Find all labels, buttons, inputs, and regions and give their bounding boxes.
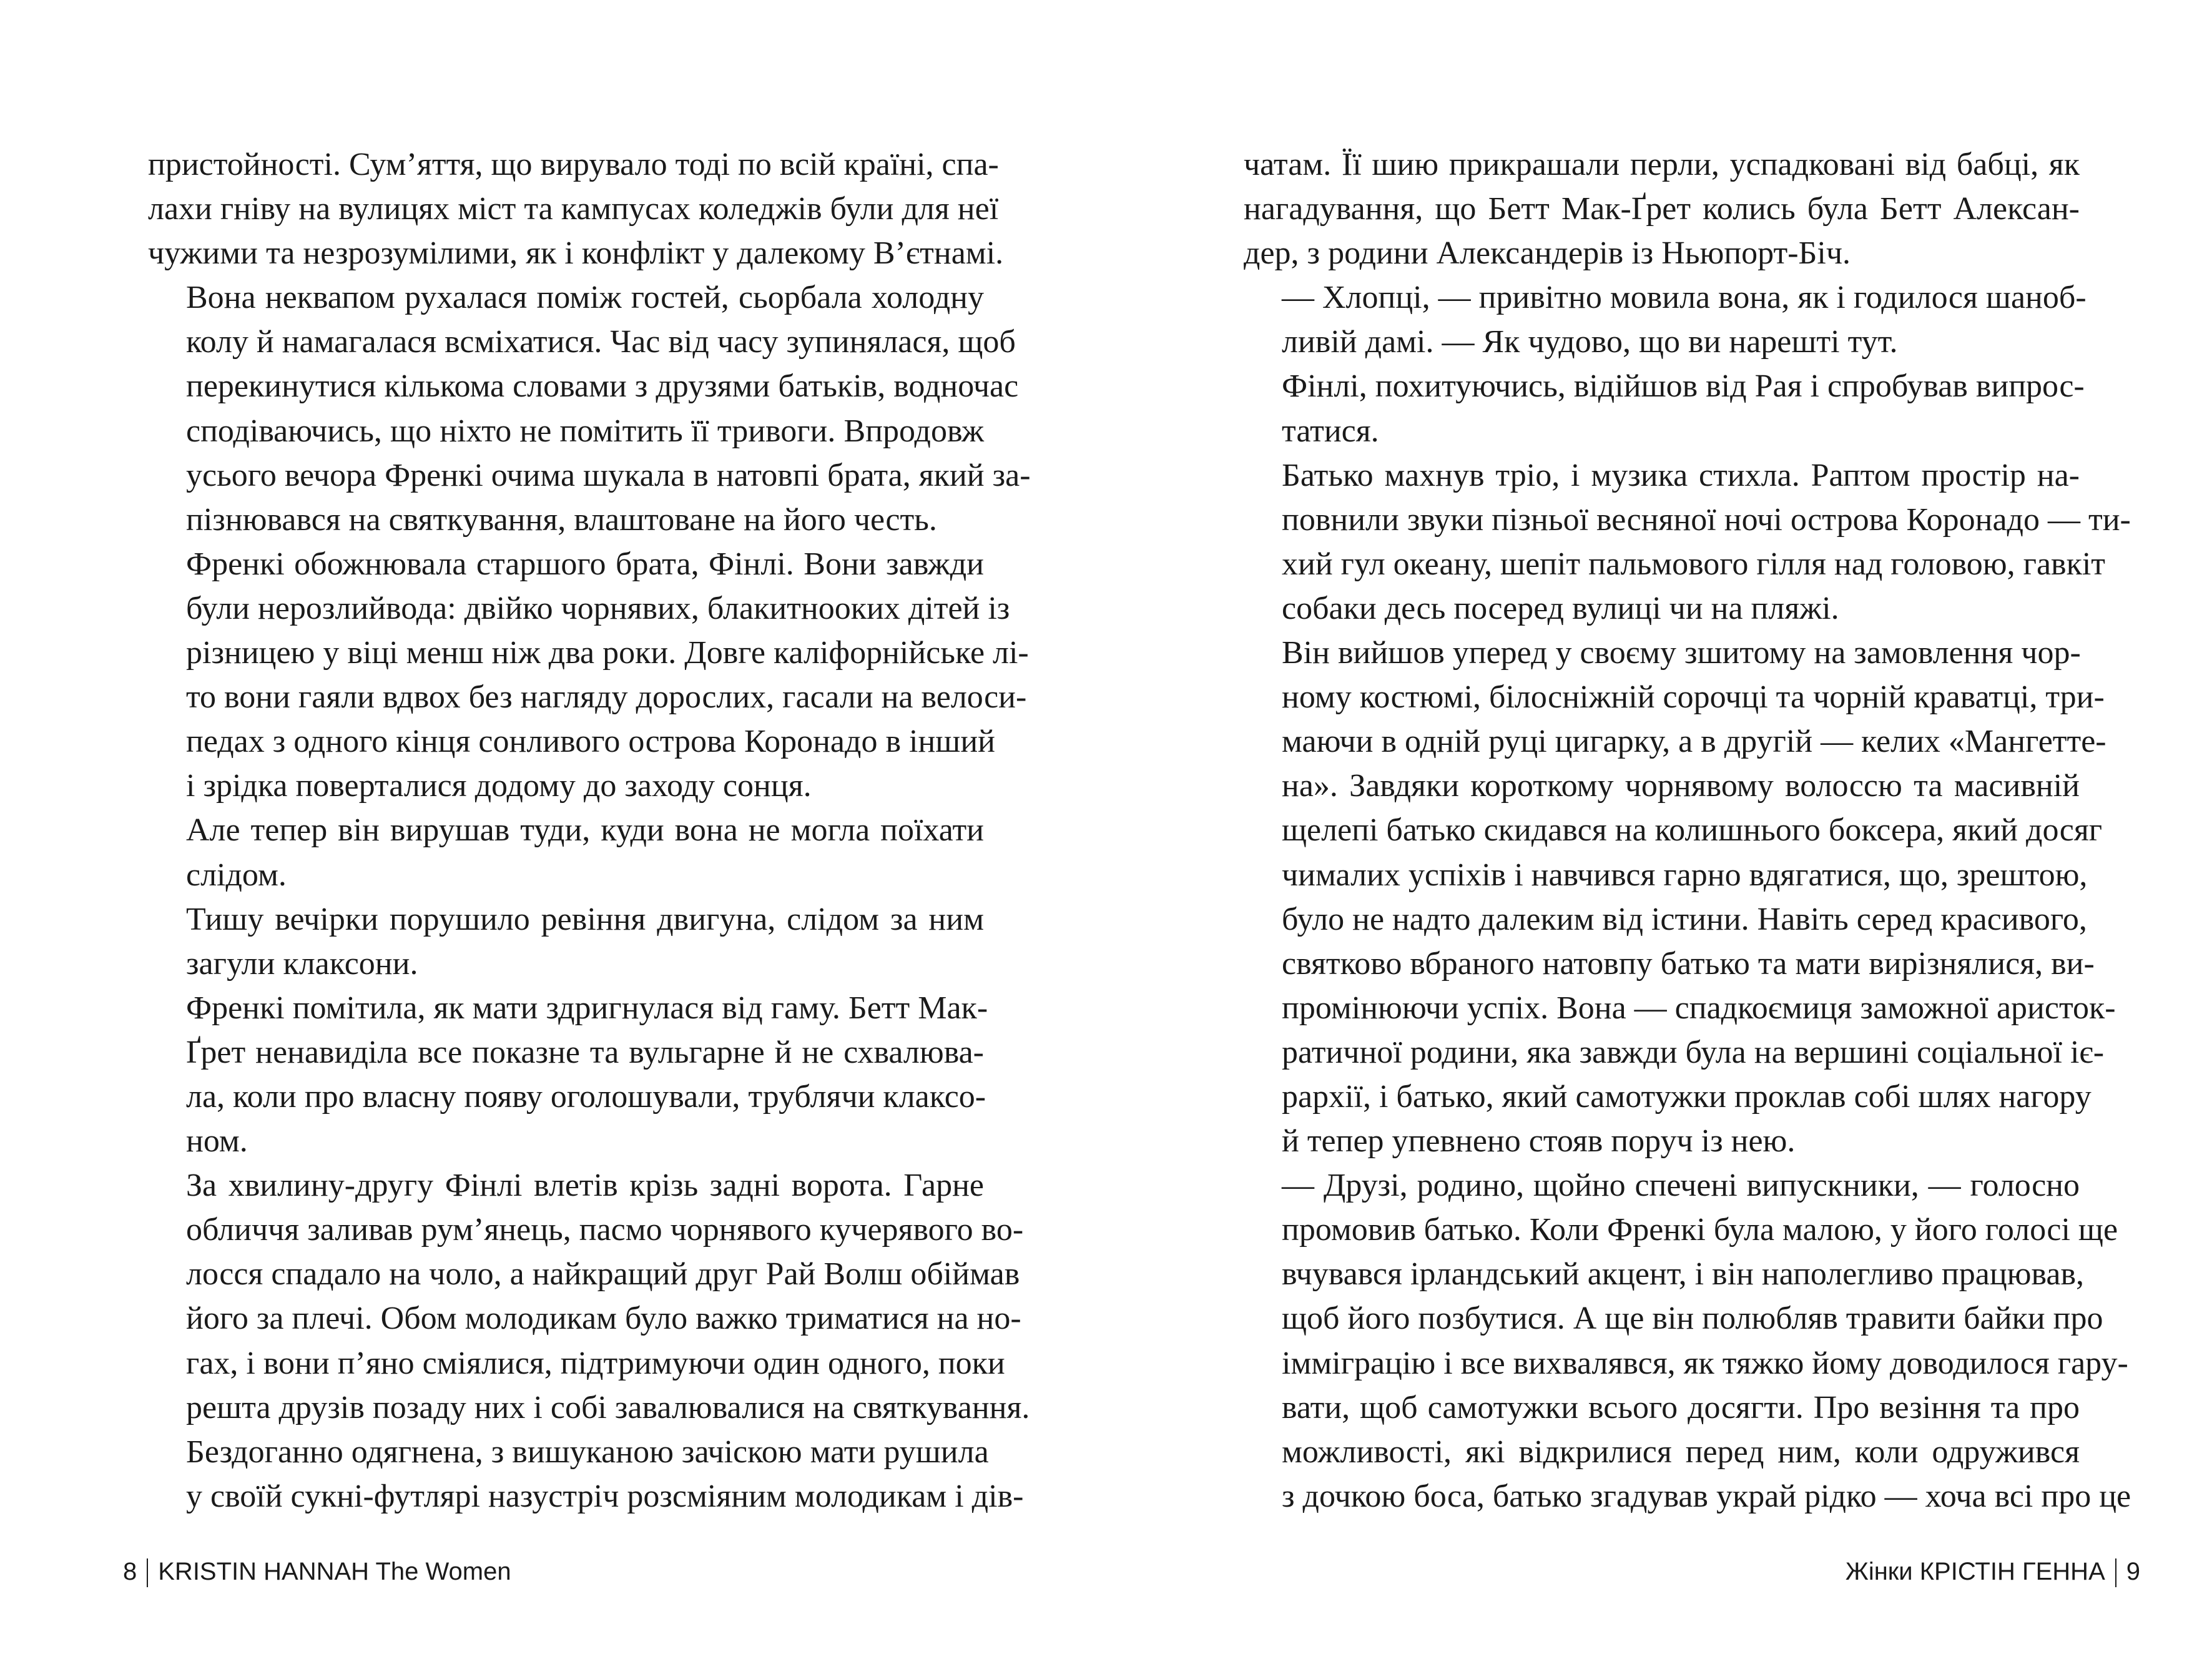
footer-divider (2115, 1558, 2116, 1587)
paragraph (1244, 631, 2116, 1163)
text-line: то вони гаяли вдвох без нагляду дорослих, гасали на велоси- (186, 679, 1027, 716)
text-line: промовив батько. Коли Френкі була малою, у його голосі ще (1282, 1212, 2118, 1248)
text-line: чималих успіхів і навчився гарно вдягатися, що, зрештою, (1282, 857, 2088, 893)
text-line: колу й намагалася всміхатися. Час від часу зупинялася, щоб (186, 324, 1016, 360)
text-line: чужими та незрозумілими, як і конфлікт у далекому В’єтнамі. (148, 235, 1004, 272)
text-line: пізнювався на святкування, влаштоване на його честь. (186, 501, 937, 538)
paragraph (148, 1163, 1030, 1430)
paragraph (148, 275, 1031, 542)
text-line: решта друзів позаду них і собі завалювалися на святкування. (186, 1389, 1030, 1425)
text-line: перекинутися кількома словами з друзями батьків, водночас (186, 368, 1019, 405)
text-line: Батько махнув тріо, і музика стихла. Раптом простір на- (1282, 457, 2080, 493)
paragraph (148, 897, 984, 986)
text-line: собаки десь посеред вулиці чи на пляжі. (1282, 590, 1839, 626)
text-line: Він вийшов уперед у своєму зшитому на замовлення чор- (1282, 635, 2081, 671)
left-page-footer (123, 1556, 511, 1587)
text-line: обличчя заливав рум’янець, пасмо чорнявого кучерявого во- (186, 1212, 1024, 1248)
text-line: маючи в одній руці цигарку, а в другій — келих «Мангетте- (1282, 724, 2106, 760)
page-number: 8 (123, 1558, 137, 1585)
text-line: сподіваючись, що ніхто не помітить її тривоги. Впродовж (186, 413, 984, 449)
text-line: було не надто далеким від істини. Навіть серед красивого, (1282, 901, 2087, 937)
paragraph (1244, 364, 2085, 453)
running-head: KRISTIN HANNAH The Women (158, 1558, 511, 1585)
text-line: Френкі помітила, як мати здригнулася від гаму. Бетт Мак- (186, 990, 988, 1026)
right-page (1106, 0, 2212, 1659)
running-head: Жінки КРІСТІН ГЕННА (1845, 1558, 2105, 1585)
text-line: щелепі батько скидався на колишнього боксера, який досяг (1282, 812, 2103, 849)
text-line: промінюючи успіх. Вона — спадкоємиця заможної аристок- (1282, 990, 2116, 1026)
right-page-text (1244, 142, 2131, 1519)
page-number: 9 (2126, 1558, 2140, 1585)
right-page-footer (1846, 1556, 2140, 1587)
text-line: загули клаксони. (186, 945, 418, 982)
text-line: вати, щоб самотужки всього досягти. Про везіння та про (1282, 1389, 2080, 1425)
text-line: педах з одного кінця сонливого острова Коронадо в інший (186, 724, 995, 760)
text-line: ратичної родини, яка завжди була на вершині соціальної іє- (1282, 1034, 2105, 1070)
text-line: у своїй сукні-футлярі назустріч розсміяним молодикам і дів- (186, 1478, 1024, 1514)
paragraph (148, 142, 1004, 275)
text-line: повнили звуки пізньої весняної ночі острова Коронадо — ти- (1282, 501, 2131, 538)
text-line: лахи гніву на вулицях міст та кампусах коледжів були для неї (148, 191, 999, 227)
text-line: нагадування, що Бетт Мак-Ґрет колись була Бетт Алексан- (1244, 191, 2080, 227)
text-line: різницею у віці менш ніж два роки. Довге каліфорнійське лі- (186, 635, 1029, 671)
paragraph (148, 542, 1029, 809)
text-line: можливості, які відкрилися перед ним, коли одружився (1282, 1434, 2080, 1470)
footer-divider (147, 1558, 148, 1587)
text-line: За хвилину-другу Фінлі влетів крізь задні ворота. Гарне (186, 1168, 984, 1204)
paragraph (148, 1430, 1024, 1519)
text-line: чатам. Її шию прикрашали перли, успадковані від бабці, як (1244, 147, 2080, 182)
text-line: гах, і вони п’яно сміялися, підтримуючи один одного, поки (186, 1345, 1005, 1381)
text-line: пристойності. Сум’яття, що вирувало тоді по всій країні, спа- (148, 147, 999, 182)
text-line: Френкі обожнювала старшого брата, Фінлі. Вони завжди (186, 546, 984, 582)
text-line: Фінлі, похитуючись, відійшов від Рая і спробував випрос- (1282, 368, 2085, 405)
text-line: Вона неквапом рухалася поміж гостей, сьорбала холодну (186, 280, 984, 316)
text-line: і зрідка поверталися додому до заходу сонця. (186, 768, 812, 804)
text-line: Ґрет ненавиділа все показне та вульгарне й не схвалюва- (186, 1034, 984, 1070)
text-line: усього вечора Френкі очима шукала в натовпі брата, який за- (186, 457, 1031, 493)
left-page-text (148, 142, 1031, 1519)
text-line: Бездоганно одягнена, з вишуканою зачіскою мати рушила (186, 1434, 989, 1470)
paragraph (148, 986, 988, 1163)
text-line: ла, коли про власну появу оголошували, трублячи клаксо- (186, 1078, 986, 1115)
text-line: Тишу вечірки порушило ревіння двигуна, слідом за ним (186, 901, 984, 937)
text-line: слідом. (186, 857, 287, 893)
text-line: — Хлопці, — привітно мовила вона, як і годилося шаноб- (1282, 280, 2087, 316)
text-line: імміграцію і все вихвалявся, як тяжко йому доводилося гару- (1282, 1345, 2128, 1381)
text-line: вчувався ірландський акцент, і він наполегливо працював, (1282, 1256, 2085, 1292)
text-line: дер, з родини Александерів із Ньюпорт-Біч. (1244, 235, 1851, 272)
text-line: ному костюмі, білосніжній сорочці та чорній краватці, три- (1282, 679, 2105, 716)
text-line: й тепер упевнено стояв поруч із нею. (1282, 1123, 1796, 1159)
text-line: з дочкою боса, батько згадував украй рідко — хоча всі про це (1282, 1478, 2131, 1514)
text-line: святково вбраного натовпу батько та мати вирізнялися, ви- (1282, 945, 2095, 982)
text-line: рархії, і батько, який самотужки проклав собі шлях нагору (1282, 1078, 2092, 1115)
paragraph (148, 808, 984, 897)
text-line: — Друзі, родино, щойно спечені випускники, — голосно (1282, 1168, 2080, 1204)
text-line: Але тепер він вирушав туди, куди вона не могла поїхати (186, 812, 984, 849)
text-line: на». Завдяки короткому чорнявому волоссю та масивній (1282, 768, 2080, 804)
text-line: хий гул океану, шепіт пальмового гілля над головою, гавкіт (1282, 546, 2106, 582)
text-line: ном. (186, 1123, 248, 1159)
paragraph (1244, 275, 2087, 364)
paragraph (1244, 1163, 2131, 1519)
text-line: татися. (1282, 413, 1379, 449)
text-line: його за плечі. Обом молодикам було важко триматися на но- (186, 1301, 1021, 1337)
text-line: щоб його позбутися. А ще він полюбляв травити байки про (1282, 1301, 2103, 1337)
paragraph (1244, 453, 2131, 631)
text-line: ливій дамі. — Як чудово, що ви нарешті тут. (1282, 324, 1898, 360)
text-line: були нерозлийвода: двійко чорнявих, блакитнооких дітей із (186, 590, 1010, 626)
text-line: лосся спадало на чоло, а найкращий друг Рай Волш обіймав (186, 1256, 1020, 1292)
paragraph (1244, 142, 2080, 275)
